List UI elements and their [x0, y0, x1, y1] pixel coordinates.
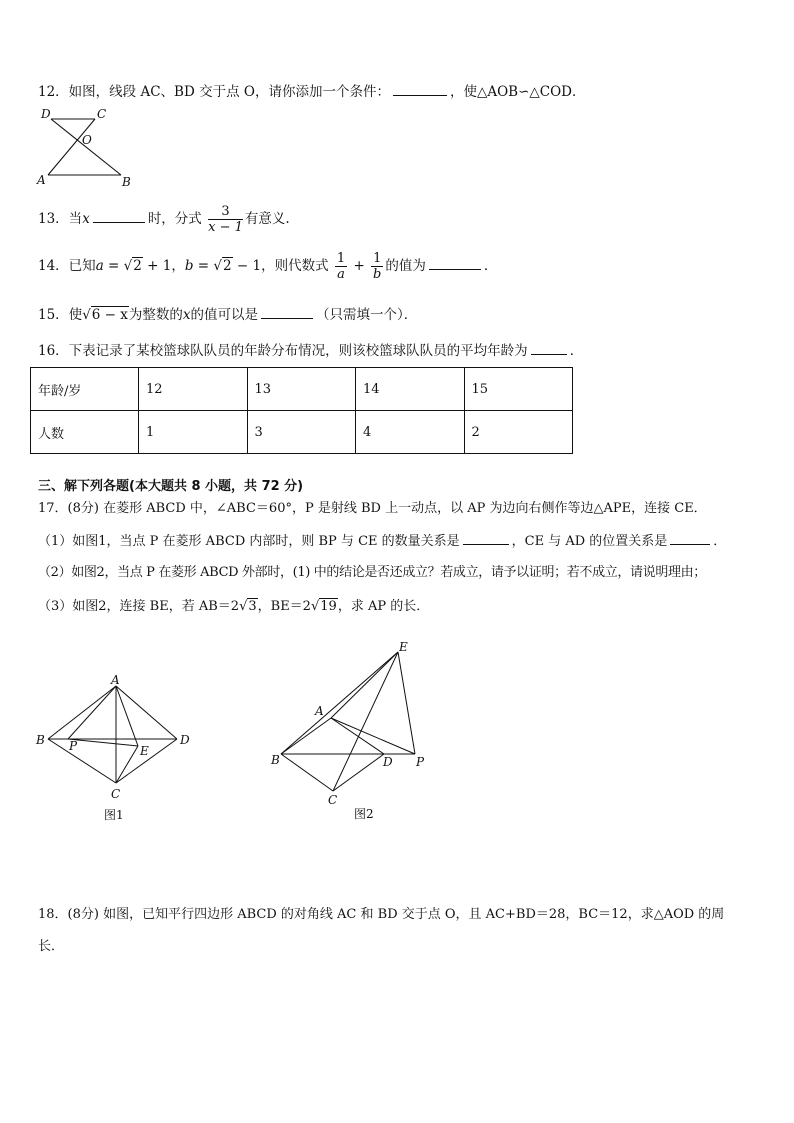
q15-text: 15．使√6 − x为整数的x的值可以是 （只需填一个）．: [38, 307, 418, 323]
q12-answer-blank[interactable]: [393, 83, 447, 96]
fig2-seg-ap: [331, 718, 415, 754]
q17-line2: （1）如图1，当点 P 在菱形 ABCD 内部时，则 BP 与 CE 的数量关系是 ，CE 与 AD 的位置关系是 ．: [38, 534, 727, 549]
q14-sqrt-a: √2: [123, 258, 142, 274]
q17-figure-2: [265, 638, 445, 828]
fig2-label-e: E: [399, 640, 408, 654]
fig2-seg-bc: [281, 754, 333, 791]
table-cell: 年龄/岁: [31, 368, 139, 411]
table-cell: 3: [247, 411, 356, 454]
q12-seg-ac: [48, 119, 95, 175]
fig2-seg-ep: [398, 652, 415, 754]
fig1-label-b: B: [36, 733, 45, 747]
fig2-label-d: D: [383, 755, 393, 769]
fig2-label-c: C: [328, 793, 338, 807]
q15-answer-blank[interactable]: [261, 306, 313, 319]
q13-answer-blank[interactable]: [93, 210, 145, 223]
q17-sqrt-2: √19: [310, 599, 337, 614]
q18-line2: 长．: [38, 939, 65, 954]
table-cell: 15: [464, 368, 573, 411]
fig2-seg-ad: [331, 718, 384, 754]
fig1-seg-ab: [48, 686, 116, 739]
fig1-caption: 图1: [104, 808, 124, 822]
fig2-seg-cd: [333, 754, 384, 791]
q12-label-c: C: [97, 107, 107, 121]
table-cell: 2: [464, 411, 573, 454]
q18-line1: 18．(8分) 如图，已知平行四边形 ABCD 的对角线 AC 和 BD 交于点 O，且 AC+BD＝28，BC＝12，求△AOD 的周: [38, 907, 725, 922]
q17-figure-1: [30, 675, 200, 825]
fig1-seg-ad: [116, 686, 177, 739]
q17-line3: （2）如图2，当点 P 在菱形 ABCD 外部时，(1) 中的结论是否还成立？若成立，请予以证明；若不成立，请说明理由；: [38, 565, 706, 580]
fig1-seg-ce: [116, 746, 138, 783]
table-row: [31, 368, 573, 411]
fig1-label-c: C: [111, 787, 121, 801]
q16-age-table: [30, 367, 573, 454]
section-heading: 三、解下列各题(本大题共 8 小题，共 72 分): [38, 479, 304, 494]
q17-line4: （3）如图2，连接 BE，若 AB＝2√3，BE＝2√19，求 AP 的长．: [38, 599, 430, 614]
fig1-label-a: A: [111, 675, 120, 687]
table-cell: 12: [139, 368, 248, 411]
fig2-label-b: B: [271, 753, 280, 767]
q17-line1: 17．(8分) 在菱形 ABCD 中，∠ABC＝60°，P 是射线 BD 上一动点，以 AP 为边向右侧作等边△APE，连接 CE．: [38, 501, 707, 516]
fig2-label-a: A: [315, 704, 324, 718]
fig1-seg-ap: [68, 686, 116, 739]
fig2-seg-ce: [333, 652, 398, 791]
q12-figure: [34, 104, 144, 188]
table-cell: 14: [356, 368, 465, 411]
fig1-label-d: D: [180, 733, 190, 747]
q12-text: 12．如图，线段 AC、BD 交于点 O，请你添加一个条件： ，使△AOB∽△COD．: [38, 84, 586, 100]
q13-fraction: $\frac{3}{x - 1}$: [208, 204, 243, 235]
fig2-seg-ab: [281, 718, 331, 754]
q14-text: 14．已知a = √2 + 1，b = √2 − 1，则代数式 $\frac{1}{a}$ + $\frac{1}{b}$ 的值为 ．: [38, 251, 498, 282]
fig2-caption: 图2: [354, 807, 374, 821]
q14-sqrt-b: √2: [213, 258, 232, 274]
fig1-label-e: E: [140, 744, 149, 758]
q16-answer-blank[interactable]: [531, 342, 567, 355]
q12-label-d: D: [41, 107, 51, 121]
q15-sqrt: √6 − x: [82, 307, 128, 323]
fig1-label-p: P: [69, 739, 78, 753]
q14-fraction-1: $\frac{1}{a}$: [336, 251, 346, 282]
q12-label-b: B: [122, 175, 131, 188]
q12-seg-db: [51, 119, 121, 175]
table-row: [31, 411, 573, 454]
fig1-seg-pe: [68, 739, 138, 746]
q12-label-o: O: [82, 133, 92, 147]
q14-fraction-2: $\frac{1}{b}$: [373, 251, 382, 282]
q16-text: 16．下表记录了某校篮球队队员的年龄分布情况，则该校篮球队队员的平均年龄为 ．: [38, 343, 584, 359]
table-cell: 4: [356, 411, 465, 454]
table-cell: 人数: [31, 411, 139, 454]
q14-answer-blank[interactable]: [429, 257, 481, 270]
q17-blank-2[interactable]: [670, 532, 710, 545]
q13-text: 13．当x 时，分式 $\frac{3}{x - 1}$ 有意义.: [38, 204, 290, 235]
q12-label-a: A: [37, 173, 46, 187]
fig2-label-p: P: [416, 755, 425, 769]
table-cell: 1: [139, 411, 248, 454]
q17-sqrt-1: √3: [239, 599, 257, 614]
table-cell: 13: [247, 368, 356, 411]
q17-blank-1[interactable]: [463, 532, 509, 545]
fig1-seg-bc: [48, 739, 116, 783]
fig2-seg-ae: [331, 652, 398, 718]
